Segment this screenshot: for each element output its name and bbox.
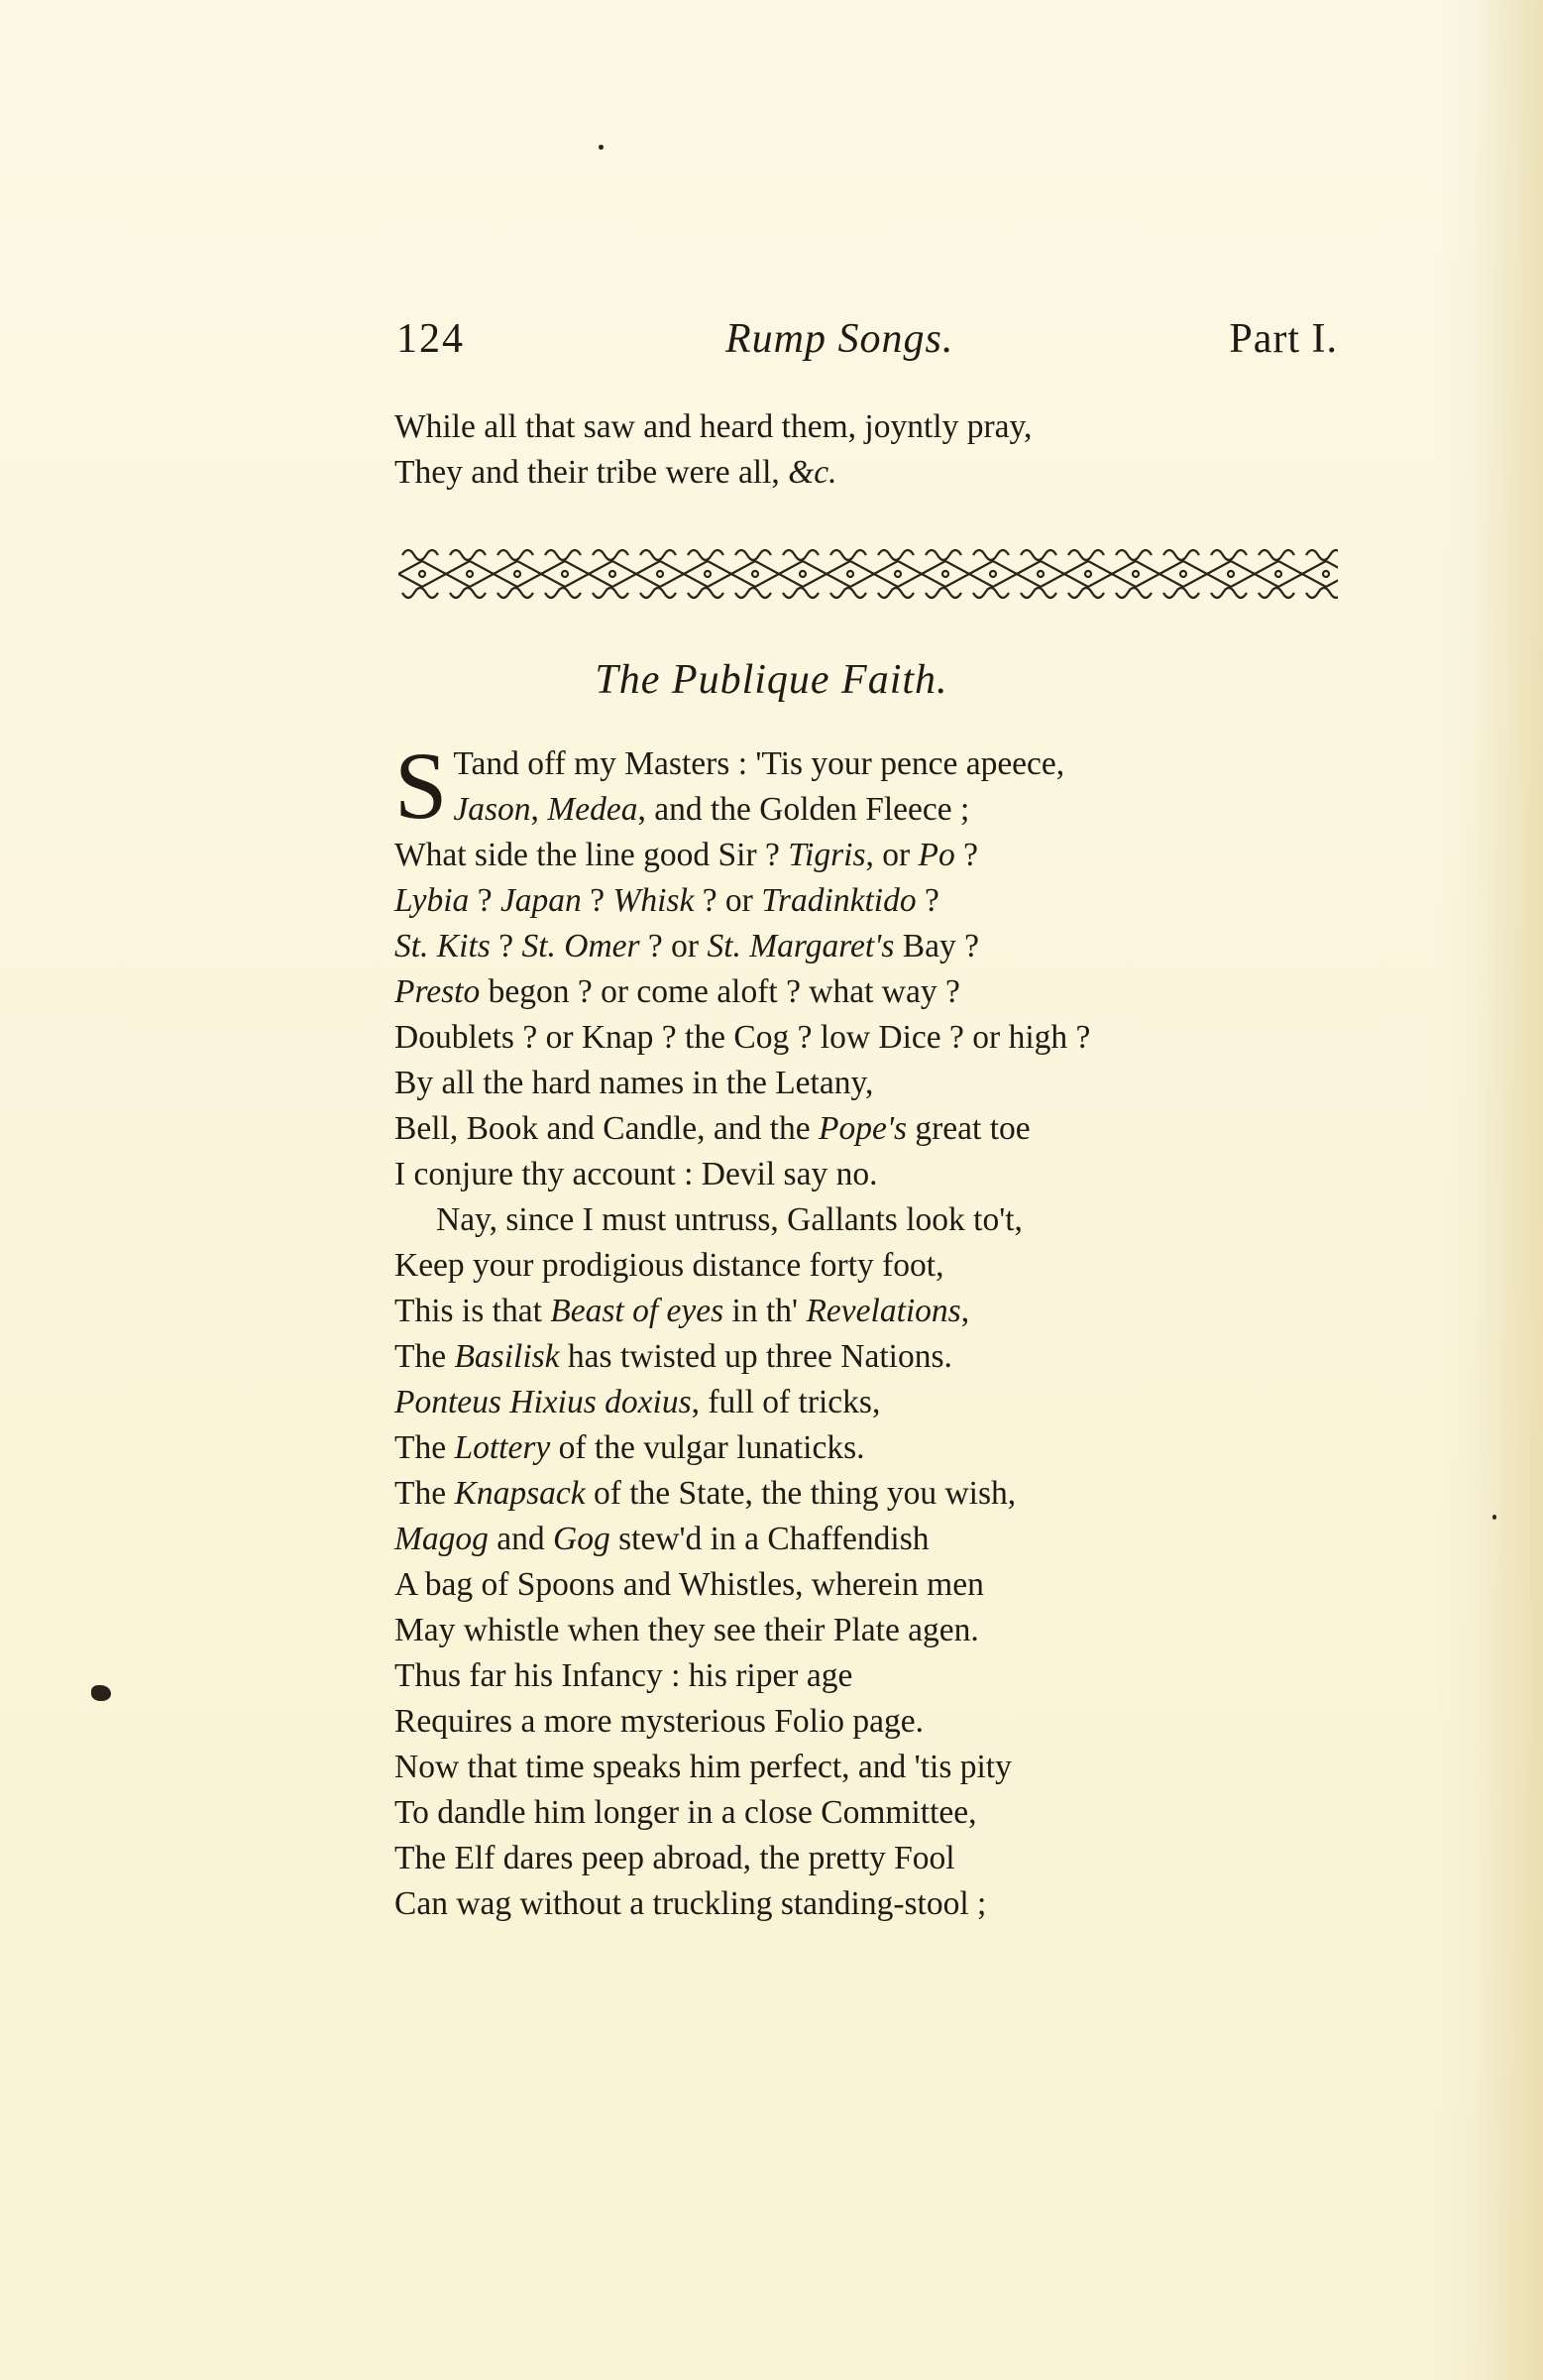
ornament-scroll [735,550,771,560]
ornament-dot [895,571,901,577]
ornament-scroll [640,550,676,560]
ornament-scroll [735,588,771,598]
ornament-diamond [398,561,446,587]
verse-line: While all that saw and heard them, joyntly pray, [394,408,1033,445]
page-number: 124 [396,316,465,362]
verse-line: Now that time speaks him perfect, and 'tis pity [394,1749,1012,1785]
ornament-diamond [874,561,922,587]
ornament-diamond [1159,561,1207,587]
verse-line: Requires a more mysterious Folio page. [394,1703,925,1740]
ornament-scroll [688,588,723,598]
ornament-scroll [593,588,628,598]
ornament-scroll [1116,550,1152,560]
ornament-scroll [688,550,723,560]
ornament-dot [990,571,996,577]
verse-line: They and their tribe were all, &c. [394,454,837,491]
ornament-scroll [1163,550,1199,560]
ornament-scroll [1021,550,1056,560]
ornament-scroll [1259,550,1294,560]
ornament-scroll [973,588,1009,598]
ornament-scroll [1211,550,1247,560]
ornament-diamond [636,561,684,587]
verse-line: The Elf dares peep abroad, the pretty Fool [394,1840,955,1876]
verse-line: Presto begon ? or come aloft ? what way ? [394,973,960,1010]
verse-line: Ponteus Hixius doxius, full of tricks, [394,1384,881,1420]
ornament-diamond [589,561,636,587]
running-title: Rump Songs. [725,316,954,362]
ornament-scroll [1116,588,1152,598]
ornament-dot [1038,571,1044,577]
ornament-scroll [878,550,914,560]
ornament-scroll [830,550,866,560]
ornament-scroll [545,550,581,560]
ornament-scroll [878,588,914,598]
ornament-dot [800,571,806,577]
ornament-scroll [973,550,1009,560]
ornament-scroll [926,588,961,598]
page-gutter-shading [1474,0,1543,2380]
ornament-diamond [922,561,969,587]
verse-line: Lybia ? Japan ? Whisk ? or Tradinktido ? [394,882,939,919]
ornament-scroll [450,588,486,598]
ornament-diamond [684,561,731,587]
ornament-dot [1228,571,1234,577]
ornament-diamond [1017,561,1064,587]
ornament-scroll [1163,588,1199,598]
verse-line: Tand off my Masters : 'Tis your pence apeece, [453,745,1065,782]
ornament-scroll [593,550,628,560]
verse-line: By all the hard names in the Letany, [394,1065,874,1101]
poem-title: The Publique Faith. [595,657,948,703]
verse-line: I conjure thy account : Devil say no. [394,1156,878,1192]
verse-line: Can wag without a truckling standing-stool ; [394,1885,987,1922]
decorative-border [398,543,1338,605]
verse-line: Magog and Gog stew'd in a Chaffendish [394,1521,930,1557]
ornament-scroll [783,588,819,598]
verse-line: The Lottery of the vulgar lunaticks. [394,1429,865,1466]
ornament-scroll [1306,550,1338,560]
verse-line: Doublets ? or Knap ? the Cog ? low Dice ? or high ? [394,1019,1091,1056]
verse-line: What side the line good Sir ? Tigris, or Po ? [394,837,978,873]
verse-line: A bag of Spoons and Whistles, wherein men [394,1566,984,1603]
preceding-verse [394,404,1032,496]
ornament-diamond [827,561,874,587]
ornament-scroll [1259,588,1294,598]
verse-line: This is that Beast of eyes in th' Revelations, [394,1293,970,1329]
ornament-dot [657,571,663,577]
ornament-dot [1323,571,1329,577]
ornament-scroll [1211,588,1247,598]
verse-line: St. Kits ? St. Omer ? or St. Margaret's Bay ? [394,928,979,964]
verse-line: May whistle when they see their Plate agen. [394,1612,979,1648]
drop-cap: S [394,733,448,839]
verse-line: The Knapsack of the State, the thing you wish, [394,1475,1017,1512]
ornament-diamond [1112,561,1159,587]
ornament-scroll [1021,588,1056,598]
verse-line: The Basilisk has twisted up three Nations. [394,1338,952,1375]
ornament-diamond [731,561,779,587]
ornament-scroll [402,588,438,598]
ornament-scroll [450,550,486,560]
ornament-diamond [779,561,827,587]
ornament-dot [1085,571,1091,577]
ornament-dot [1133,571,1139,577]
ornament-dot [1275,571,1281,577]
ornament-scroll [830,588,866,598]
ornament-scroll [783,550,819,560]
verse-line: Jason, Medea, and the Golden Fleece ; [453,791,970,828]
verse-line: Nay, since I must untruss, Gallants look to't, [436,1201,1023,1238]
ornament-diamond [1064,561,1112,587]
ornament-dot [562,571,568,577]
ornament-scroll [497,588,533,598]
ornament-dot [609,571,615,577]
ornament-diamond [1255,561,1302,587]
ink-speck [91,1685,111,1701]
part-label: Part I. [1229,316,1338,362]
poem-body [394,733,1091,1927]
ornament-scroll [402,550,438,560]
ornament-diamond [494,561,541,587]
ornament-dot [847,571,853,577]
ornament-scroll [497,550,533,560]
ornament-dot [419,571,425,577]
ornament-diamond [446,561,494,587]
verse-line: To dandle him longer in a close Committee, [394,1794,977,1831]
running-header [396,315,1338,375]
ornament-scroll [545,588,581,598]
ornament-scroll [1068,550,1104,560]
ornament-scroll [1068,588,1104,598]
ornament-dot [942,571,948,577]
ornament-scroll [640,588,676,598]
ornament-dot [514,571,520,577]
ornament-diamond [969,561,1017,587]
ink-speck [599,145,604,150]
ornament-scroll [926,550,961,560]
verse-line: Bell, Book and Candle, and the Pope's great toe [394,1110,1031,1147]
ornament-diamond [541,561,589,587]
ornament-dot [1180,571,1186,577]
ornament-diamond [1207,561,1255,587]
ornament-dot [752,571,758,577]
ornament-scroll [1306,588,1338,598]
ornament-diamond [1302,561,1338,587]
ink-speck [1492,1515,1496,1520]
verse-line: Thus far his Infancy : his riper age [394,1657,853,1694]
ornament-dot [705,571,711,577]
ornament-dot [467,571,473,577]
verse-line: Keep your prodigious distance forty foot, [394,1247,944,1284]
